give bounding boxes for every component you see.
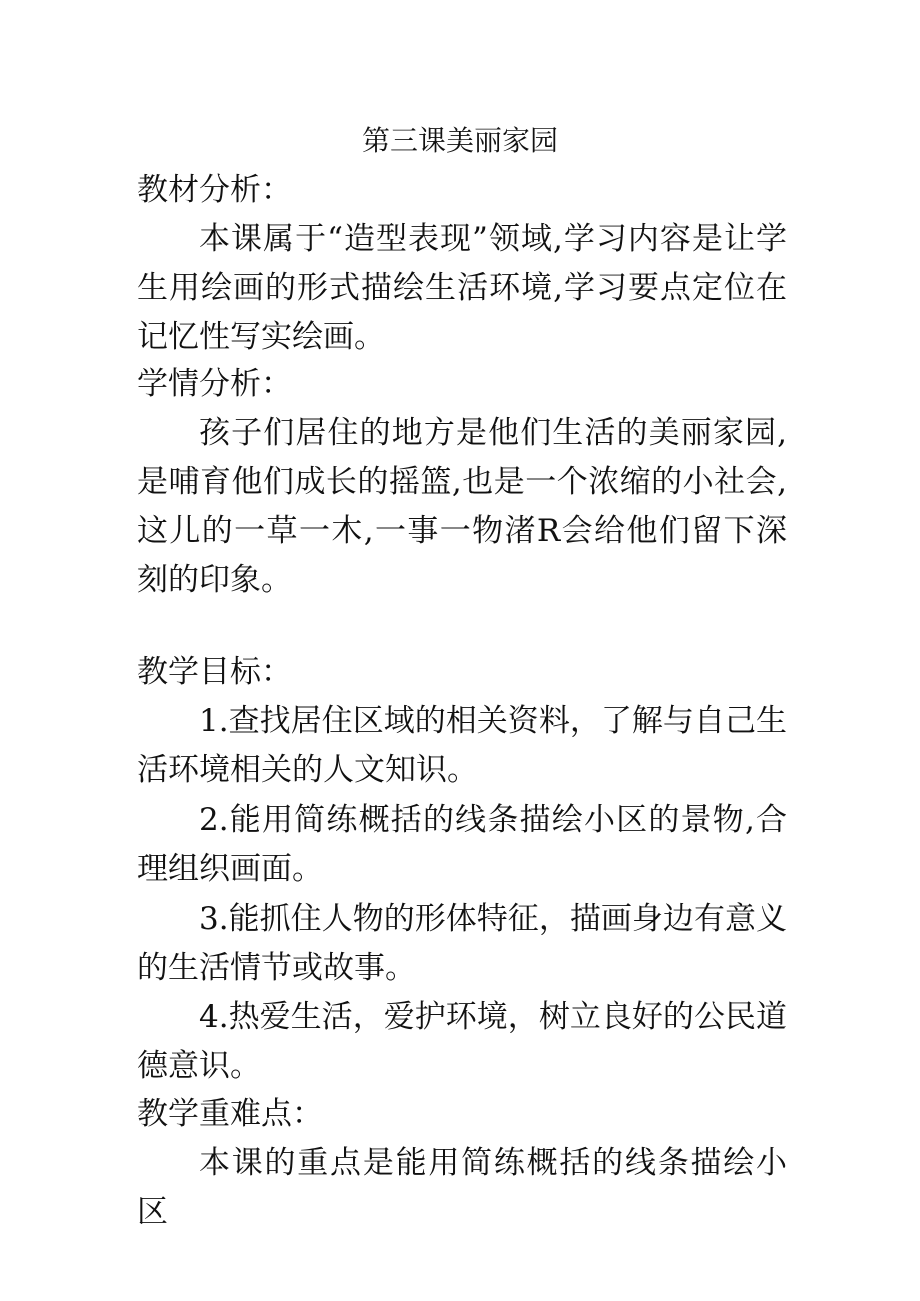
goal-item-1 (137, 697, 787, 795)
paragraph: 孩子们居住的地方是他们生活的美丽家园,是哺育他们成长的摇篮,也是一个浓缩的小社会,这儿的一草一木,一事一物渚R会给他们留下深刻的印象。 (137, 415, 787, 598)
goal-text: 4.热爱生活，爱护环境，树立良好的公民道德意识。 (137, 999, 787, 1084)
goal-text: 2.能用简练概括的线条描绘小区的景物,合理组织画面。 (137, 802, 787, 887)
goal-text: 3.能抓住人物的形体特征，描画身边有意义的生活情节或故事。 (137, 901, 787, 986)
section-body-keypoints (137, 1139, 787, 1237)
paragraph: 本课属于“造型表现”领域,学习内容是让学生用绘画的形式描绘生活环境,学习要点定位在记忆性写实绘画。 (137, 221, 787, 355)
section-body-students (137, 409, 787, 605)
section-heading-keypoints: 教学重难点： (137, 1096, 323, 1132)
goal-item-3 (137, 895, 787, 993)
page-title: 第三课美丽家园 (361, 124, 558, 157)
section-heading-material: 教材分析： (137, 172, 292, 208)
section-heading-goals: 教学目标： (137, 654, 292, 690)
section-body-material (137, 215, 787, 362)
goal-item-2 (137, 796, 787, 894)
section-heading-students: 学情分析： (137, 366, 292, 402)
goal-text: 1.查找居住区域的相关资料，了解与自己生活环境相关的人文知识。 (137, 703, 787, 788)
goal-item-4 (137, 993, 787, 1091)
paragraph: 本课的重点是能用简练概括的线条描绘小区 (137, 1145, 787, 1230)
